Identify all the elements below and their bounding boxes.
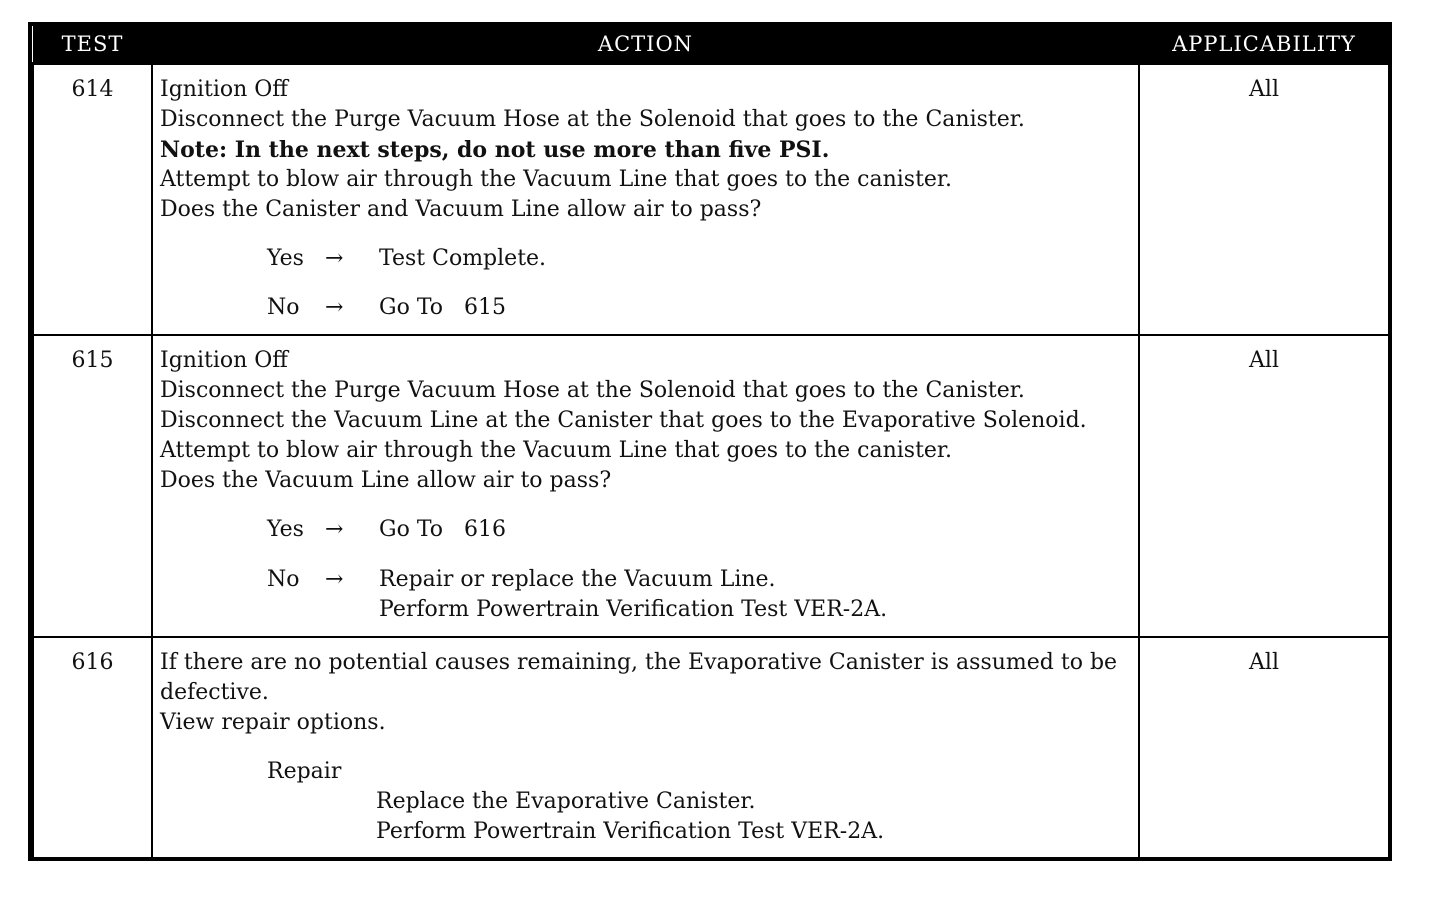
table-row-615 xyxy=(33,335,1389,637)
test-table xyxy=(32,26,1390,860)
no-result xyxy=(267,293,1132,323)
repair-step: Perform Powertrain Verification Test VER-2A. xyxy=(376,818,885,844)
action-question: Does the Canister and Vacuum Line allow air to pass? xyxy=(160,197,762,222)
test-number-cell xyxy=(33,637,152,859)
no-outcome-line: Perform Powertrain Verification Test VER-2A. xyxy=(379,596,888,622)
no-label: No xyxy=(267,566,300,592)
action-line: Ignition Off xyxy=(160,347,288,373)
applicability-value: All xyxy=(1249,77,1279,102)
arrow-right-icon: → xyxy=(325,295,344,320)
test-number-cell xyxy=(33,64,152,335)
action-cell xyxy=(152,335,1139,637)
yes-label: Yes xyxy=(267,246,304,271)
action-question: Does the Vacuum Line allow air to pass? xyxy=(160,467,612,493)
arrow-right-icon: → xyxy=(325,246,344,271)
applicability-value: All xyxy=(1249,347,1279,373)
no-outcome-line: Repair or replace the Vacuum Line. xyxy=(379,566,776,592)
arrow-right-icon: → xyxy=(325,516,344,542)
header-action: ACTION xyxy=(152,26,1139,64)
action-cell xyxy=(152,64,1139,335)
test-number: 614 xyxy=(71,77,114,102)
diagnostic-test-table xyxy=(28,22,1392,861)
action-line: defective. xyxy=(160,679,269,705)
no-outcome: Go To 615 xyxy=(379,295,506,320)
table-row-614 xyxy=(33,64,1389,335)
action-line: Disconnect the Vacuum Line at the Canister that goes to the Evaporative Solenoid. xyxy=(160,407,1087,433)
yes-outcome: Test Complete. xyxy=(379,246,547,271)
action-note: Note: In the next steps, do not use more than five PSI. xyxy=(160,137,830,163)
action-line: Attempt to blow air through the Vacuum Line that goes to the canister. xyxy=(160,437,953,463)
action-line: View repair options. xyxy=(160,709,386,735)
yes-result xyxy=(267,515,1132,545)
test-number-cell xyxy=(33,335,152,637)
header-row xyxy=(33,26,1389,64)
no-label: No xyxy=(267,295,300,320)
header-test: TEST xyxy=(33,26,152,64)
yes-result xyxy=(267,244,1132,274)
applicability-cell xyxy=(1139,637,1389,859)
action-line: Disconnect the Purge Vacuum Hose at the Solenoid that goes to the Canister. xyxy=(160,377,1025,403)
action-line: Ignition Off xyxy=(160,77,288,102)
action-line: Attempt to blow air through the Vacuum Line that goes to the canister. xyxy=(160,167,953,192)
test-number: 616 xyxy=(71,649,114,675)
test-number: 615 xyxy=(71,347,114,373)
action-line: If there are no potential causes remaining, the Evaporative Canister is assumed to be xyxy=(160,649,1118,675)
applicability-value: All xyxy=(1249,649,1279,675)
yes-label: Yes xyxy=(267,516,304,542)
yes-outcome: Go To 616 xyxy=(379,516,506,542)
repair-step: Replace the Evaporative Canister. xyxy=(376,788,756,814)
action-line: Disconnect the Purge Vacuum Hose at the Solenoid that goes to the Canister. xyxy=(160,107,1025,132)
action-cell xyxy=(152,637,1139,859)
table-row-616 xyxy=(33,637,1389,859)
no-outcome xyxy=(379,565,887,625)
applicability-cell xyxy=(1139,64,1389,335)
arrow-right-icon: → xyxy=(325,566,344,592)
header-applicability: APPLICABILITY xyxy=(1139,26,1389,64)
repair-label: Repair xyxy=(267,758,342,784)
no-result xyxy=(267,565,1132,625)
applicability-cell xyxy=(1139,335,1389,637)
